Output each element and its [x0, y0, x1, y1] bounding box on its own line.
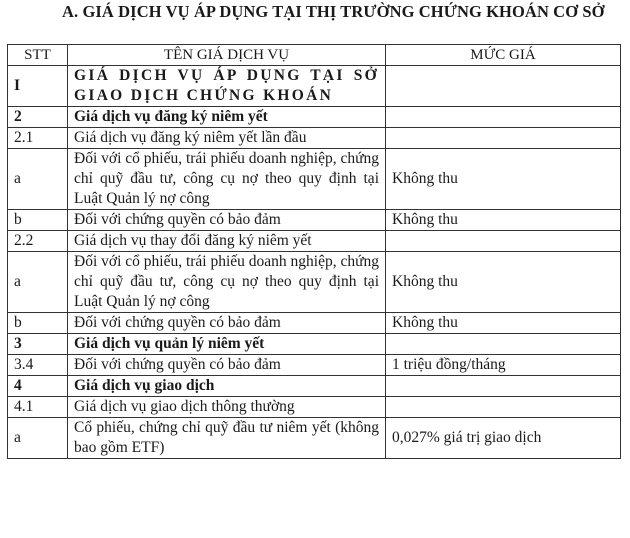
header-service-name: TÊN GIÁ DỊCH VỤ: [68, 45, 386, 66]
row-service-name: Giá dịch vụ giao dịch thông thường: [68, 397, 386, 418]
table-row: [8, 210, 621, 231]
row-stt: 2.2: [8, 231, 68, 252]
table-row: [8, 334, 621, 355]
table-row: [8, 149, 621, 210]
row-stt: 3.4: [8, 355, 68, 376]
row-service-name: GIÁ DỊCH VỤ ÁP DỤNG TẠI SỞ GIAO DỊCH CHỨNG KHOÁN: [68, 66, 386, 107]
row-stt: 2.1: [8, 128, 68, 149]
table-row: [8, 418, 621, 459]
row-service-name: Giá dịch vụ đăng ký niêm yết lần đầu: [68, 128, 386, 149]
row-service-name: Cổ phiếu, chứng chỉ quỹ đầu tư niêm yết (không bao gồm ETF): [68, 418, 386, 459]
section-heading: A. GIÁ DỊCH VỤ ÁP DỤNG TẠI THỊ TRƯỜNG CHỨNG KHOÁN CƠ SỞ: [62, 2, 605, 21]
row-service-name: Giá dịch vụ thay đổi đăng ký niêm yết: [68, 231, 386, 252]
table-row: [8, 66, 621, 107]
row-service-name: Đối với chứng quyền có bảo đảm: [68, 313, 386, 334]
table-header-row: [8, 45, 621, 66]
row-stt: a: [8, 418, 68, 459]
header-price: MỨC GIÁ: [386, 45, 621, 66]
table-row: [8, 231, 621, 252]
row-price: [386, 334, 621, 355]
service-price-table: [7, 44, 621, 459]
row-price: Không thu: [386, 210, 621, 231]
row-price: Không thu: [386, 252, 621, 313]
table-row: [8, 128, 621, 149]
row-price: 0,027% giá trị giao dịch: [386, 418, 621, 459]
table-row: [8, 397, 621, 418]
table-row: [8, 313, 621, 334]
row-stt: a: [8, 252, 68, 313]
row-stt: b: [8, 313, 68, 334]
row-price: 1 triệu đồng/tháng: [386, 355, 621, 376]
row-service-name: Đối với cổ phiếu, trái phiếu doanh nghiệp, chứng chỉ quỹ đầu tư, công cụ nợ theo quy định tại Luật Quản lý nợ công: [68, 252, 386, 313]
row-stt: a: [8, 149, 68, 210]
row-service-name: Đối với chứng quyền có bảo đảm: [68, 210, 386, 231]
row-price: [386, 397, 621, 418]
row-service-name: Giá dịch vụ quản lý niêm yết: [68, 334, 386, 355]
row-service-name: Giá dịch vụ giao dịch: [68, 376, 386, 397]
row-stt: 2: [8, 107, 68, 128]
row-stt: 4: [8, 376, 68, 397]
row-stt: 4.1: [8, 397, 68, 418]
row-price: Không thu: [386, 149, 621, 210]
row-service-name: Đối với cổ phiếu, trái phiếu doanh nghiệp, chứng chỉ quỹ đầu tư, công cụ nợ theo quy định tại Luật Quản lý nợ công: [68, 149, 386, 210]
row-stt: I: [8, 66, 68, 107]
row-price: Không thu: [386, 313, 621, 334]
row-stt: b: [8, 210, 68, 231]
table-row: [8, 355, 621, 376]
table-row: [8, 252, 621, 313]
row-service-name: Giá dịch vụ đăng ký niêm yết: [68, 107, 386, 128]
row-price: [386, 66, 621, 107]
table-row: [8, 107, 621, 128]
row-price: [386, 107, 621, 128]
row-price: [386, 128, 621, 149]
table-row: [8, 376, 621, 397]
header-stt: STT: [8, 45, 68, 66]
row-service-name: Đối với chứng quyền có bảo đảm: [68, 355, 386, 376]
row-price: [386, 231, 621, 252]
row-price: [386, 376, 621, 397]
row-stt: 3: [8, 334, 68, 355]
